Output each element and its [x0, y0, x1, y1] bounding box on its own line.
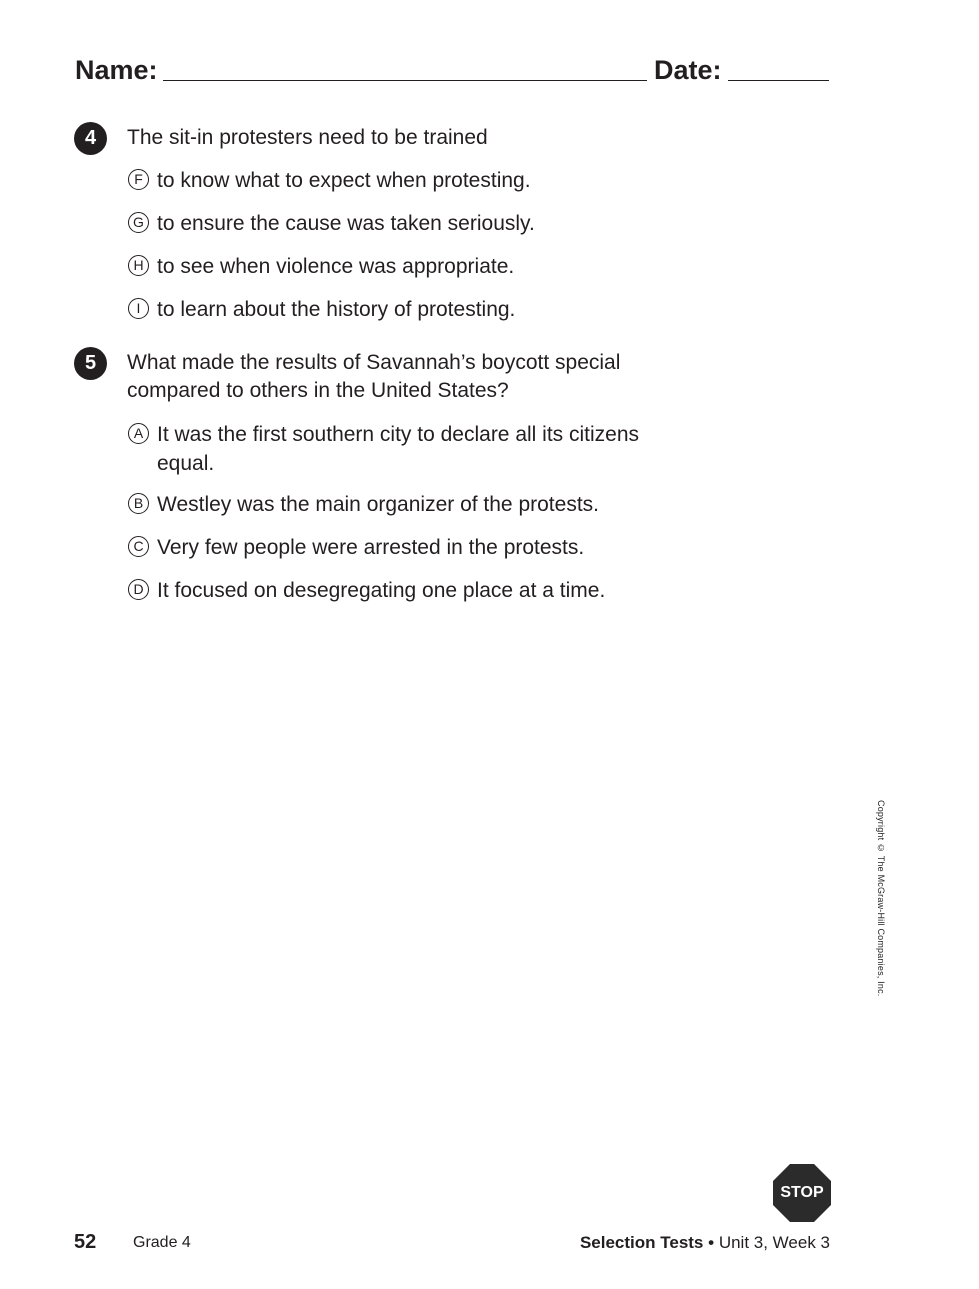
option-letter-icon[interactable]: H [128, 255, 149, 276]
option-letter-icon[interactable]: I [128, 298, 149, 319]
option-text: to learn about the history of protesting. [157, 298, 516, 321]
date-label: Date: [654, 55, 722, 85]
option-letter-icon[interactable]: F [128, 169, 149, 190]
page-number: 52 [74, 1231, 97, 1253]
stop-label: STOP [780, 1184, 824, 1201]
name-field-line[interactable] [163, 80, 647, 81]
name-label: Name: [75, 55, 158, 85]
grade-label: Grade 4 [133, 1234, 191, 1251]
option-letter-icon[interactable]: B [128, 493, 149, 514]
unit-label: Unit 3, Week 3 [718, 1233, 830, 1252]
footer-bullet: • [708, 1233, 715, 1252]
question-number-badge: 5 [74, 347, 107, 380]
question-number-badge: 4 [74, 122, 107, 155]
section-title: Selection Tests [579, 1233, 704, 1252]
date-field-line[interactable] [728, 80, 829, 81]
option-text: It was the first southern city to declare all its citizens equal. [157, 423, 640, 475]
question-stem: The sit-in protesters need to be trained [127, 126, 488, 149]
option-text: to know what to expect when protesting. [157, 169, 531, 192]
copyright-note: Copyright © The McGraw-Hill Companies, Inc. [876, 800, 886, 997]
option-letter-icon[interactable]: C [128, 536, 149, 557]
name-date-header [75, 50, 835, 90]
option-text: to ensure the cause was taken seriously. [157, 212, 535, 235]
option-text: Westley was the main organizer of the protests. [157, 493, 599, 516]
footer-section [580, 1233, 830, 1253]
option-text: Very few people were arrested in the protests. [157, 536, 585, 559]
option-letter-icon[interactable]: A [128, 423, 149, 444]
option-text: to see when violence was appropriate. [157, 255, 515, 278]
option-text: It focused on desegregating one place at a time. [157, 579, 606, 602]
option-letter-icon[interactable]: D [128, 579, 149, 600]
question-stem: What made the results of Savannah’s boycott special compared to others in the United States? [127, 351, 621, 402]
stop-sign-icon [773, 1164, 831, 1222]
option-letter-icon[interactable]: G [128, 212, 149, 233]
